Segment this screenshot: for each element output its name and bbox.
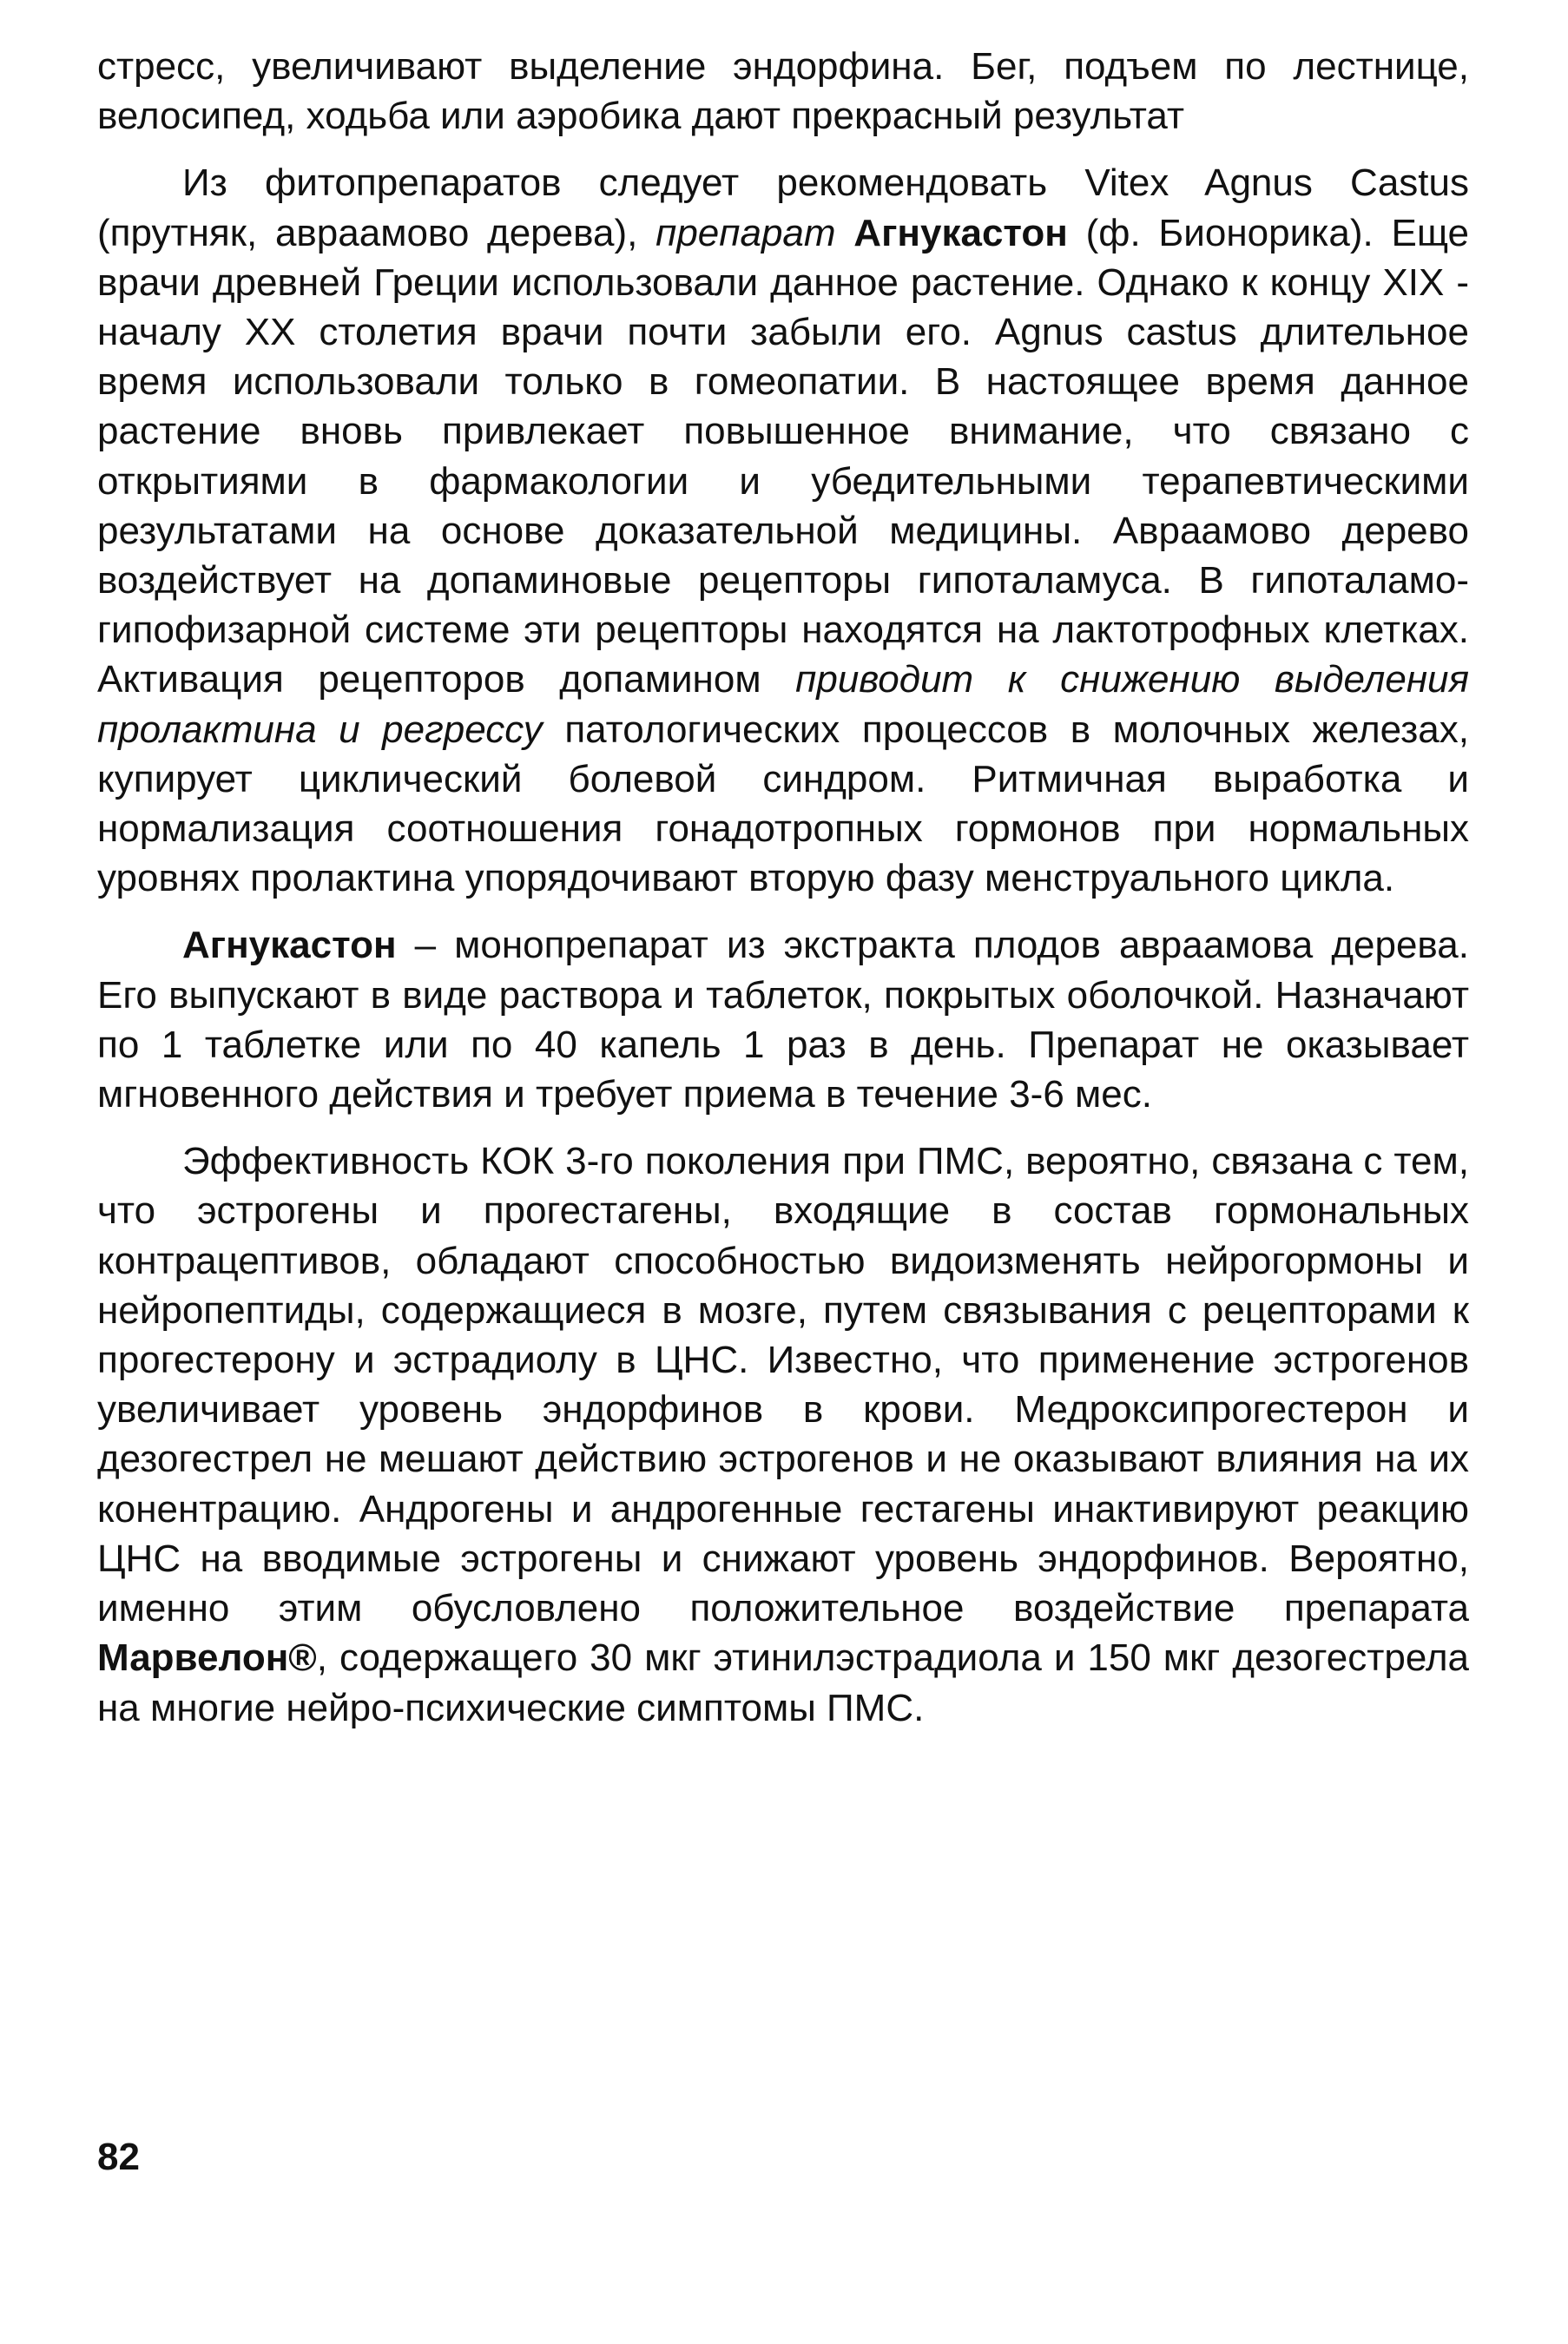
paragraph-agnucaston (97, 920, 1469, 1119)
page-body (97, 42, 1469, 1750)
drug-name-agnucaston: Агнукастон (182, 924, 397, 967)
text-segment: Эффективность КОК 3-го поколения при ПМС, вероятно, связана с тем, что эстрогены и прогестагены, входящие в состав гормональных контрацептивов, обладают способностью видоизменять нейрогормоны и нейропептиды, содержащиеся в мозге, путем связывания с рецепторами к прогестерону и эстрадиолу в ЦНС. Известно, что применение эстрогенов увеличивает уровень эндорфинов в крови. Медроксипрогестерон и дезогестрел не мешают действию эстрогенов и не оказывают влияния на их конентрацию. Андрогены и андрогенные гестагены инактивируют реакцию ЦНС на вводимые эстрогены и снижают уровень эндорфинов. Вероятно, именно этим обусловлено положительное воздействие препарата (97, 1140, 1469, 1630)
text-segment-italic: препарат (656, 211, 854, 254)
text-segment-italic: приводит к снижению выделения пролактина и регрессу (97, 658, 1469, 751)
page-number: 82 (97, 2136, 140, 2178)
text-segment: Из фитопрепаратов следует рекомендовать Vitex Agnus Castus (прутняк, авраамово дерева), (97, 161, 1469, 254)
paragraph-continuation (97, 42, 1469, 141)
paragraph-vitex-agnus-castus (97, 158, 1469, 903)
drug-name-marvelon: Марвелон® (97, 1636, 317, 1680)
text-segment: патологических процессов в молочных железах, купирует циклический болевой синдром. Ритмичная выработка и нормализация соотношения гонадотропных гормонов при нормальных уровнях пролактина упорядочивают вторую фазу менструального цикла. (97, 708, 1469, 900)
text-segment: , содержащего 30 мкг этинилэстрадиола и 150 мкг дезогестрела на многие нейро-психические симптомы ПМС. (97, 1636, 1469, 1729)
drug-name-agnucaston: Агнукастон (853, 211, 1068, 254)
paragraph-kok-effectiveness (97, 1136, 1469, 1732)
text-segment: (ф. Бионорика). Еще врачи древней Греции использовали данное растение. Однако к концу XIX - началу XX столетия врачи почти забыли его. Agnus castus длительное время использовали только в гомеопатии. В настоящее время данное растение вновь привлекает повышенное внимание, что связано с открытиями в фармакологии и убедительными терапевтическими результатами на основе доказательной медицины. Авраамово дерево воздействует на допаминовые рецепторы гипоталамуса. В гипоталамо-гипофизарной системе эти рецепторы находятся на лактотрофных клетках. Активация рецепторов допамином (97, 211, 1470, 701)
text-segment: стресс, увеличивают выделение эндорфина. Бег, подъем по лестнице, велосипед, ходьба или аэробика дают прекрасный результат (97, 45, 1469, 138)
text-segment: – монопрепарат из экстракта плодов авраамова дерева. Его выпускают в виде раствора и таблеток, покрытых оболочкой. Назначают по 1 таблетке или по 40 капель 1 раз в день. Препарат не оказывает мгновенного действия и требует приема в течение 3-6 мес. (97, 924, 1469, 1116)
